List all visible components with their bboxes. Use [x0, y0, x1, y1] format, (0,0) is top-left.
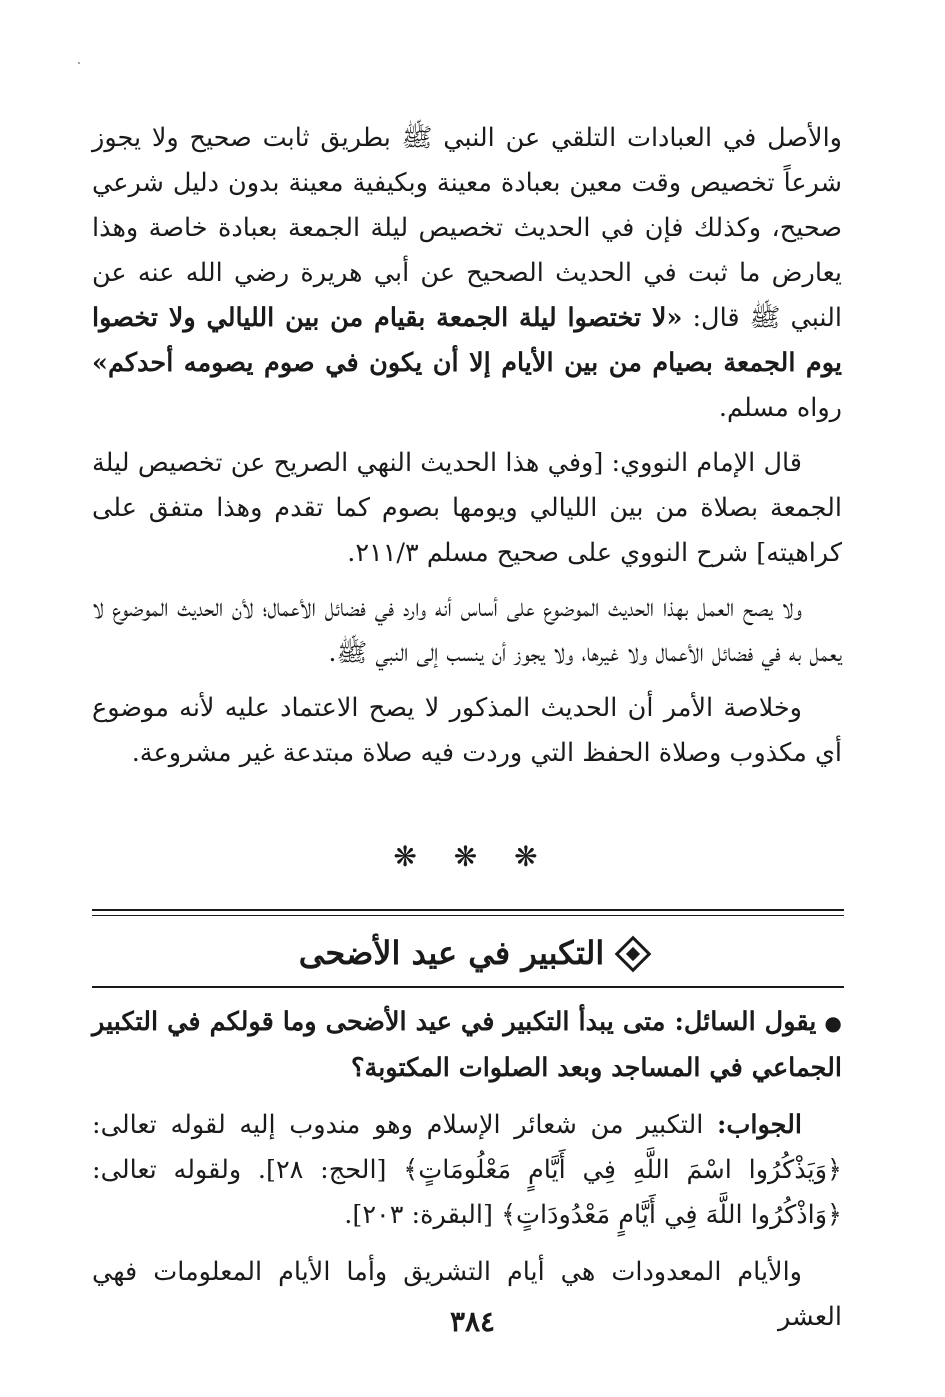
paragraph-nawawi: قال الإمام النووي: [وفي هذا الحديث النهي الصريح عن تخصيص ليلة الجمعة بصلاة من بين الليالي ويومها بصوم كما تقدم وهذا متفق على كراهيته] شرح النووي على صحيح مسلم ٢١١/٣. — [92, 448, 842, 568]
section-title: التكبير في عيد الأضحى — [298, 934, 605, 972]
paragraph-hadith — [92, 116, 842, 431]
paragraph-weak-hadith: ولا يصح العمل بهذا الحديث الموضوع على أساس أنه وارد في فضائل الأعمال؛ لأن الحديث الموضوع لا يعمل به في فضائل الأعمال ولا غيرها، ولا يجوز أن ينسب إلى النبي ﷺ. — [92, 593, 842, 668]
page-number: ٣٨٤ — [449, 1305, 496, 1338]
paragraph-conclusion: وخلاصة الأمر أن الحديث المذكور لا يصح الاعتماد عليه لأنه موضوع أي مكذوب وصلاة الحفظ التي وردت فيه صلاة مبتدعة غير مشروعة. — [92, 693, 842, 768]
section-separator: ❋ ❋ ❋ — [393, 840, 552, 873]
diamond-icon — [615, 935, 652, 972]
question — [92, 1000, 842, 1091]
question-text: يقول السائل: متى يبدأ التكبير في عيد الأضحى وما قولكم في التكبير الجماعي في المساجد وبعد الصلوات المكتوبة؟ — [92, 1007, 842, 1083]
body-text-top — [92, 116, 842, 776]
page-speck — [78, 62, 80, 64]
answer-label: الجواب: — [717, 1110, 802, 1140]
heading-rule-top — [92, 909, 844, 911]
hadith-source: رواه مسلم. — [718, 393, 842, 423]
body-text-bottom — [92, 1000, 842, 1340]
bullet-icon: ● — [824, 1011, 842, 1035]
section-heading — [0, 928, 945, 978]
hadith-quote: «لا تختصوا ليلة الجمعة بقيام من بين الليالي ولا تخصوا يوم الجمعة بصيام من بين الأيام إلا أن يكون في صوم يصومه أحدكم» — [92, 303, 842, 378]
heading-rule-top-thin — [92, 915, 844, 916]
paragraph-hadith-intro: والأصل في العبادات التلقي عن النبي ﷺ بطريق ثابت صحيح ولا يجوز شرعاً تخصيص وقت معين بعبادة معينة وبكيفية معينة بدون دليل شرعي صحيح، وكذلك فإن في الحديث تخصيص ليلة الجمعة بعبادة خاصة وهذا يعارض ما ثبت في الحديث الصحيح عن أبي هريرة رضي الله عنه عن النبي ﷺ قال: — [92, 123, 842, 333]
answer — [92, 1103, 842, 1238]
answer-text: التكبير من شعائر الإسلام وهو مندوب إليه لقوله تعالى: ﴿وَيَذْكُرُوا اسْمَ اللَّهِ فِي أَيَّامٍ مَعْلُومَاتٍ﴾ [الحج: ٢٨]. ولقوله تعالى: ﴿وَاذْكُرُوا اللَّهَ فِي أَيَّامٍ مَعْدُودَاتٍ﴾ [البقرة: ٢٠٣]. — [92, 1110, 842, 1230]
answer-continuation: والأيام المعدودات هي أيام التشريق وأما الأيام المعلومات فهي العشر — [92, 1257, 842, 1332]
heading-rule-bottom — [92, 986, 844, 988]
